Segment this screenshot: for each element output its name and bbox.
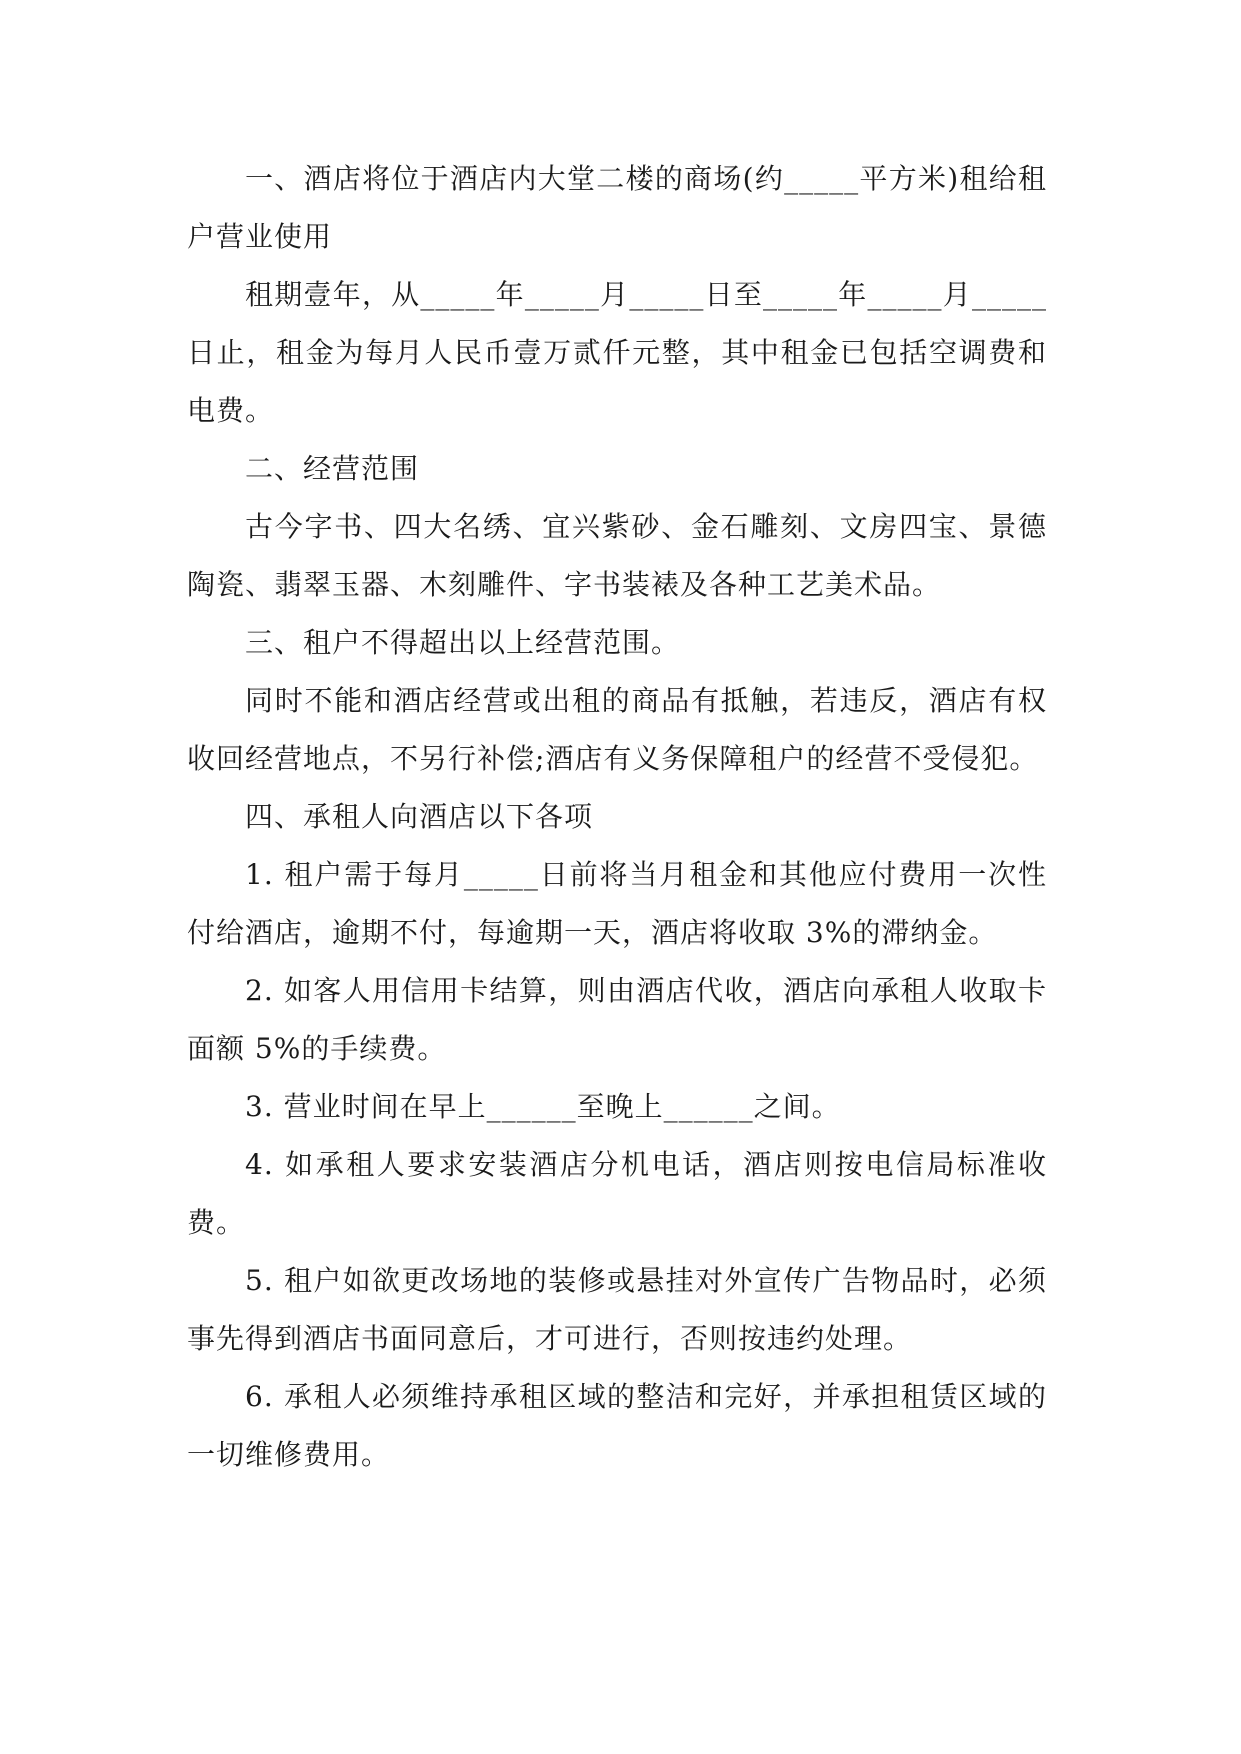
clause-2-heading: 二、经营范围	[245, 452, 420, 485]
clause-1-lease-area: 一、酒店将位于酒店内大堂二楼的商场(约_____平方米)租给租户营业使用	[187, 162, 1047, 253]
non-conflict-paragraph: 同时不能和酒店经营或出租的商品有抵触，若违反，酒店有权收回经营地点，不另行补偿;酒店有义务保障租户的经营不受侵犯。	[187, 684, 1047, 775]
document-body	[187, 150, 1047, 1484]
lease-term-paragraph: 租期壹年，从_____年_____月_____日至_____年_____月_____日止，租金为每月人民币壹万贰仟元整，其中租金已包括空调费和电费。	[187, 278, 1047, 427]
item-2-credit-card: 2. 如客人用信用卡结算，则由酒店代收，酒店向承租人收取卡面额 5%的手续费。	[187, 974, 1047, 1065]
clause-4-heading: 四、承租人向酒店以下各项	[245, 800, 594, 833]
clause-3-heading: 三、租户不得超出以上经营范围。	[245, 626, 681, 659]
business-scope-paragraph: 古今字书、四大名绣、宜兴紫砂、金石雕刻、文房四宝、景德陶瓷、翡翠玉器、木刻雕件、字书装裱及各种工艺美术品。	[187, 510, 1047, 601]
item-6-maintenance: 6. 承租人必须维持承租区域的整洁和完好，并承担租赁区域的一切维修费用。	[187, 1380, 1047, 1471]
item-5-renovation: 5. 租户如欲更改场地的装修或悬挂对外宣传广告物品时，必须事先得到酒店书面同意后，才可进行，否则按违约处理。	[187, 1264, 1047, 1355]
item-3-business-hours: 3. 营业时间在早上______至晚上______之间。	[245, 1090, 841, 1123]
item-4-phone-extension: 4. 如承租人要求安装酒店分机电话，酒店则按电信局标准收费。	[187, 1148, 1047, 1239]
item-1-payment: 1. 租户需于每月_____日前将当月租金和其他应付费用一次性付给酒店，逾期不付，每逾期一天，酒店将收取 3%的滞纳金。	[187, 858, 1047, 949]
